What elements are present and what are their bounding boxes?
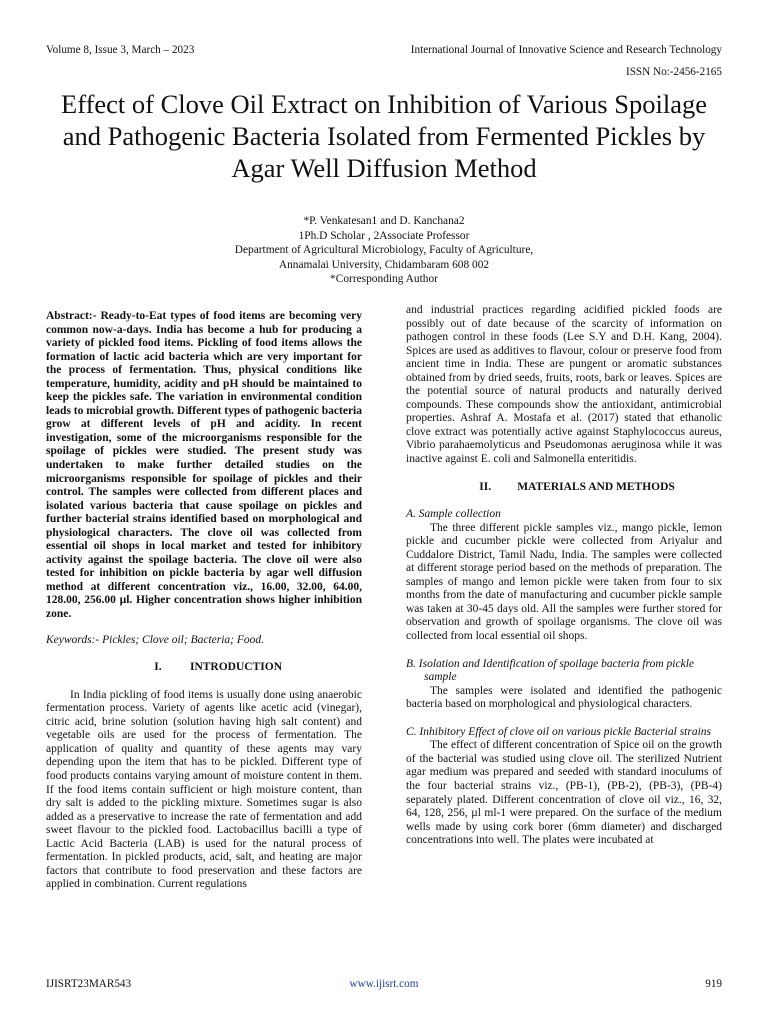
keywords xyxy=(46,634,362,648)
volume-issue: Volume 8, Issue 3, March – 2023 xyxy=(46,44,195,56)
keywords-label: Keywords xyxy=(46,633,92,646)
author-department: Department of Agricultural Microbiology, Faculty of Agriculture, xyxy=(234,244,534,257)
page-number: 919 xyxy=(705,978,722,990)
section-number: I. xyxy=(154,661,162,674)
section-number: II. xyxy=(479,480,492,493)
intro-paragraph-1: In India pickling of food items is usually done using anaerobic fermentation process. Variety of agents like acetic acid (vinegar), citric acid, brine solution (solution having high salt content) and vegetable oils are used for the process of fermentation. The application of quality and quantity of these agents may vary depending upon the item that has to be pickled. Different type of food products contains varying amount of moisture content in them. If the food items contain sufficient or high moisture content, than dry salt is added to the pickling mixture. Sometimes sugar is also added as a preservative to increase the rate of fermentation and add sweet flavour to the pickled food. Lactobacillus bacilli a type of Lactic Acid Bacteria (LAB) is used for the natural process of fermentation. In pickled products, acid, salt, and heating are major factors that contribute to food preservation and these factors are applied in combination. Current regulations xyxy=(46,688,362,891)
journal-name: International Journal of Innovative Science and Research Technology xyxy=(410,44,722,56)
subsection-heading-b: B. Isolation and Identification of spoilage bacteria from pickle sample xyxy=(406,657,694,684)
subsection-text-c: The effect of different concentration of Spice oil on the growth of the bacterial was studied using clove oil. The sterilized Nutrient agar medium was prepared and seeded with standard inoculums of the four bacterial strains viz., (PB-1), (PB-2), (PB-3), (PB-4) separately plated. Different concentration of clove oil viz., 16, 32, 64, 128, 256, µl ml-1 were prepared. On the surface of the medium wells made by using cork borer (6mm diameter) and discharged concentrations into well. The plates were incubated at xyxy=(406,739,722,847)
author-university: Annamalai University, Chidambaram 608 002 xyxy=(278,258,490,271)
author-names: *P. Venkatesan1 and D. Kanchana2 xyxy=(303,215,465,227)
subsection-text-a: The three different pickle samples viz., mango pickle, lemon pickle and cucumber pickle were collected from Ariyalur and Cuddalore District, Tamil Nadu, India. The samples were collected at different storage period based on the methods of preparation. The samples of mango and lemon pickle were taken from four to six months from the date of manufacturing and cucumber pickle sample was taken at 30-45 days old. All the samples were further stored for observation and growth of spoilage organisms. The clove oil was collected from local essential oil shops. xyxy=(406,521,722,643)
subsection-text-b: The samples were isolated and identified the pathogenic bacteria based on morphological and physiological characters. xyxy=(406,684,722,711)
intro-paragraph-2: and industrial practices regarding acidified pickled foods are possibly out of date because of the scarcity of information on pathogen control in these foods (Lee S.Y and D.H. Kang, 2004). Spices are used as additives to flavour, colour or preserve food from ancient time in India. These are pungent or aromatic substances obtained from by dried seeds, fruits, roots, bark or leaves. Spices are the potential source of natural products and naturally derived compounds. These compounds show the antioxidant, antimicrobial properties. Ashraf A. Mostafa et al. (2017) stated that ethanolic clove extract was potentially active against Staphylococcus aureus, Vibrio parahaemolyticus and Pseudomonas aeruginosa while it was inactive against E. coli and Salmonella enteritidis. xyxy=(406,304,722,466)
left-column xyxy=(46,310,362,892)
keywords-text: :- Pickles; Clove oil; Bacteria; Food. xyxy=(91,633,265,646)
section-heading-introduction xyxy=(46,661,362,675)
section-title: MATERIALS AND METHODS xyxy=(517,480,675,493)
section-heading-methods xyxy=(406,481,722,495)
journal-url-link[interactable]: www.ijisrt.com xyxy=(349,978,419,990)
subsection-heading-c: C. Inhibitory Effect of clove oil on various pickle Bacterial strains xyxy=(406,725,712,738)
abstract: Abstract:- Ready-to-Eat types of food items are becoming very common now-a-days. India has become a hub for producing a variety of pickled food items. Pickling of food items allows the formation of lactic acid bacteria which are very important for the process of fermentation. Thus, physical conditions like temperature, humidity, acidity and pH should be maintained to keep the pickles safe. The variation in environmental condition leads to microbial growth. Different types of pathogenic bacteria grow at different levels of pH and acidity. In recent investigation, some of the microorganisms responsible for the spoilage of pickles were studied. The present study was undertaken to make further detailed studies on the microorganisms responsible for spoilage of pickles and their control. The samples were collected from different places and isolated various bacteria that cause spoilage on pickles and further bacterial strains identified based on morphological and physiological characters. The clove oil was collected from essential oil shops in local market and tested for inhibitory activity against the spoilage bacteria. The clove oil were also tested for inhibition on pickle bacteria by agar well diffusion method at different concentration viz., 16.00, 32.00, 64.00, 128.00, 256.00 µl. Higher concentration shows higher inhibition zone. xyxy=(46,310,362,621)
subsection-heading-a: A. Sample collection xyxy=(406,508,501,521)
author-block xyxy=(120,214,648,287)
section-title: INTRODUCTION xyxy=(189,661,282,674)
right-column xyxy=(406,304,722,848)
issn-number: ISSN No:-2456-2165 xyxy=(625,66,722,78)
paper-id: IJISRT23MAR543 xyxy=(46,978,132,990)
paper-title: Effect of Clove Oil Extract on Inhibition of Various Spoilage and Pathogenic Bacteria Isolated from Fermented Pickles by Agar Well Diffusion Method xyxy=(61,89,707,183)
corresponding-author-note: *Corresponding Author xyxy=(330,273,438,286)
author-roles: 1Ph.D Scholar , 2Associate Professor xyxy=(298,229,470,242)
